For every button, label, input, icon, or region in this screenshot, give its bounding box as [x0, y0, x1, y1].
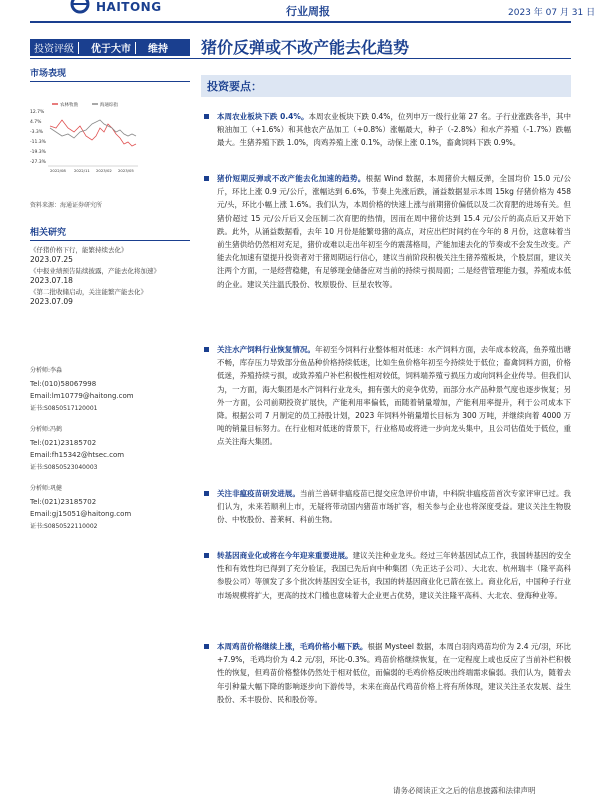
key-point-body: 当前兰兽研非瘟疫苗已提交应急评价申请，中科院非瘟疫苗首次专家评审已过。我们认为，未来若顺利上市，无疑将带动国内猪苗市场扩容，相关参与企业也将深度受益。建议关注生物股份、中牧股份、普莱柯、科前生物。 — [217, 489, 571, 525]
key-points-section — [201, 75, 571, 97]
market-performance-chart — [30, 98, 140, 176]
key-point-lead: 转基因商业化或将在今年迎来重要进展。 — [217, 551, 353, 560]
related-item[interactable] — [30, 266, 190, 285]
key-point — [201, 343, 571, 449]
bullet-square-icon — [204, 176, 209, 181]
key-point-body: 年初至今饲料行业整体相对低迷：水产饲料方面，去年成本较高，鱼养殖出塘不畅，库存压力导致部分鱼品种价格持续低迷，比如生鱼价格年初至今持续处于低位；畜禽饲料方面，价格低迷，养殖持续亏损，或致养殖户补栏积极性相对较低，饲料端养殖亏损压力或向饲料企业传导。但我们认为，一方面，海大集团是水产饲料行业龙头，拥有强大的竞争优势，而部分水产品种景气度也逐步恢复；另外一方面，公司前期投资扩展快，产能利用率偏低，而随着销量增加，产能利用率提升，利于公司成本下降。根据公司 7 月制定的员工持股计划，2023 年饲料外销量增长目标为 300 万吨，并继续向着 4000 万吨的销量目标努力。在行业相对低迷的背景下，行业格局或将进一步向龙头集中，且公司估值处于低位，重点关注海大集团。 — [217, 345, 572, 447]
y-tick: -19.3% — [30, 150, 46, 155]
page-header — [0, 0, 600, 22]
y-tick: 12.7% — [30, 110, 45, 115]
related-item[interactable] — [30, 287, 190, 306]
key-point-lead: 本周农业板块下跌 0.4%。 — [217, 112, 309, 121]
market-section-title: 市场表现 — [30, 66, 190, 82]
analyst-card — [30, 365, 190, 415]
related-section-title: 相关研究 — [30, 225, 190, 241]
x-tick: 2022/08 — [50, 168, 66, 173]
legal-disclaimer: 请务必阅读正文之后的信息披露和法律声明 — [393, 786, 536, 795]
analyst-tel: Tel:(010)58067998 — [30, 379, 97, 388]
bullet-square-icon — [204, 644, 209, 649]
analyst-cert: 证书:S0850522110002 — [30, 522, 98, 530]
key-point-lead: 关注水产饲料行业恢复情况。 — [217, 345, 315, 354]
analyst-email[interactable]: Email:fh15342@htsec.com — [30, 451, 125, 459]
title-divider — [30, 58, 571, 59]
key-point-lead: 本周鸡苗价格继续上涨，毛鸡价格小幅下跌。 — [217, 642, 368, 651]
market-section — [30, 66, 190, 82]
key-point-lead: 关注非瘟疫苗研发进展。 — [217, 489, 300, 498]
related-item[interactable] — [30, 245, 190, 264]
analyst-email[interactable]: Email:lm10779@haitong.com — [30, 392, 134, 400]
related-item-title: 《第二批收储启动，关注能繁产能去化》 — [30, 288, 147, 296]
bullet-square-icon — [204, 491, 209, 496]
x-tick: 2022/11 — [74, 168, 90, 173]
related-research — [30, 225, 190, 308]
analyst-list — [30, 365, 190, 542]
key-point — [201, 172, 571, 291]
analyst-tel: Tel:(021)23185702 — [30, 497, 97, 506]
key-point-body: 本周农业板块下跌 0.4%，位列申万一级行业第 27 名。子行业涨跌各半，其中粮油加工（+1.6%）和其他农产品加工（+0.8%）涨幅最大，种子（-2.8%）和水产养殖（-1.7%）跌幅最大。生猪养殖下跌 1.0%，肉鸡养殖上涨 0.1%，动保上涨 0.1%，畜禽饲料下跌 0.9%。 — [217, 112, 571, 148]
key-points-title: 投资要点： — [201, 75, 571, 97]
analyst-card — [30, 483, 190, 533]
key-point-body: 根据 Wind 数据，本周猪价大幅反弹，全国均价 15.0 元/公斤，环比上涨 0.9 元/公斤，涨幅达到 6.6%，节奏上先涨后跌，涌益数据显示本周 15kg 仔猪价格为 458 元/头，环比小幅上涨 1.6%。我们认为，本周价格的快速上涨与前期猪价偏低以及二次育肥的进场有关。但猪价超过 15 元/公斤后又会压制二次育肥的热情，因而在周中猪价达到 15.4 元/公斤的高点后又开始下跌。此外，从涌益数据看，去年 10 月份是能繁母猪的高点，对应出栏时间约在今年的 8 月份，这意味着当前生猪供给仍然相对充足，猪价或难以走出年初至今的震荡格局，产能加速去化的节奏或不会发生改变。产能去化加速有望提升投资者对于猪周期运行信心，建议当前阶段积极关注生猪养殖板块，个股层面，建议关注两个方面，一是经营稳健，有足够现金储备应对当前的持续亏损局面；二是经营管理能力强，养殖成本低的企业。建议关注温氏股份、牧原股份、巨星农牧等。 — [217, 174, 571, 289]
related-item-title: 《中报业绩预告陆续披露，产能去化将加速》 — [30, 267, 160, 275]
related-item-title: 《仔猪价格下行，能繁持续去化》 — [30, 246, 128, 254]
rating-separator — [78, 42, 87, 54]
key-point — [201, 487, 571, 527]
series-index-line — [50, 120, 136, 138]
bullet-square-icon — [204, 114, 209, 119]
related-item-date: 2023.07.09 — [30, 297, 73, 306]
related-item-date: 2023.07.25 — [30, 255, 73, 264]
key-point — [201, 549, 571, 602]
analyst-name: 分析师:李淼 — [30, 367, 63, 374]
bullet-square-icon — [204, 347, 209, 352]
analyst-name: 分析师:冯鹤 — [30, 426, 63, 433]
report-type: 行业周报 — [286, 5, 330, 18]
rating-box — [30, 39, 190, 56]
rating-grade: 优于大市 — [91, 44, 131, 55]
y-tick: 4.7% — [30, 120, 42, 125]
rating-label: 投资评级 — [34, 44, 74, 55]
analyst-card — [30, 424, 190, 474]
chart-source: 资料来源：海通证券研究所 — [30, 202, 103, 209]
x-tick: 2023/05 — [118, 168, 134, 173]
x-tick: 2023/02 — [96, 168, 112, 173]
bullet-square-icon — [204, 553, 209, 558]
key-point-lead: 猪价短期反弹或不改产能去化加速的趋势。 — [217, 174, 366, 183]
analyst-tel: Tel:(021)23185702 — [30, 438, 97, 447]
legend-index: 海通综指 — [100, 103, 118, 108]
analyst-cert: 证书:S0850523040003 — [30, 463, 98, 471]
analyst-email[interactable]: Email:gj15051@haitong.com — [30, 510, 132, 518]
y-tick: -27.3% — [30, 160, 46, 165]
key-point-body: 建议关注种业龙头。经过三年转基因试点工作，我国转基因的安全性和有效性均已得到了充分验证，我国已先后向中种集团（先正达子公司）、大北农、杭州瑞丰（隆平高科参股公司）等颁发了多个批次转基因安全证书，我国的转基因商业化已箭在弦上。商业化后，中国种子行业市场规模将扩大，更高的技术门槛也意味着大企业更占优势，建议关注隆平高科、大北农、登海种业等。 — [217, 551, 572, 600]
report-date: 2023 年 07 月 31 日 — [508, 8, 596, 18]
rating-separator — [135, 42, 144, 54]
header-divider — [30, 21, 571, 23]
report-title: 猪价反弹或不改产能去化趋势 — [201, 38, 410, 57]
key-point-body: 根据 Mysteel 数据，本周白羽肉鸡苗均价为 2.4 元/羽，环比+7.9%，毛鸡均价为 4.2 元/羽，环比-0.3%。鸡苗价格继续恢复，在一定程度上或也反应了当前补栏积极性的恢复，但鸡苗价格整体仍然处于相对低位，而偏弱的毛鸡价格反映出终端需求偏弱。我们认为，随着去年引种量大幅下降的影响逐步向下游传导，未来在商品代鸡苗价格上将有所体现，建议关注圣农发展、益生股份、禾丰股份、民和股份等。 — [217, 642, 572, 704]
key-point — [201, 110, 571, 150]
y-tick: -3.3% — [30, 130, 44, 135]
analyst-cert: 证书:S0850517120001 — [30, 404, 98, 412]
legend-sector: 农林牧渔 — [60, 103, 78, 108]
y-tick: -11.3% — [30, 140, 46, 145]
rating-status: 维持 — [148, 44, 168, 55]
analyst-name: 分析师:巩健 — [30, 485, 63, 492]
related-item-date: 2023.07.18 — [30, 276, 73, 285]
company-name: HAITONG — [96, 0, 162, 14]
key-point — [201, 640, 571, 706]
